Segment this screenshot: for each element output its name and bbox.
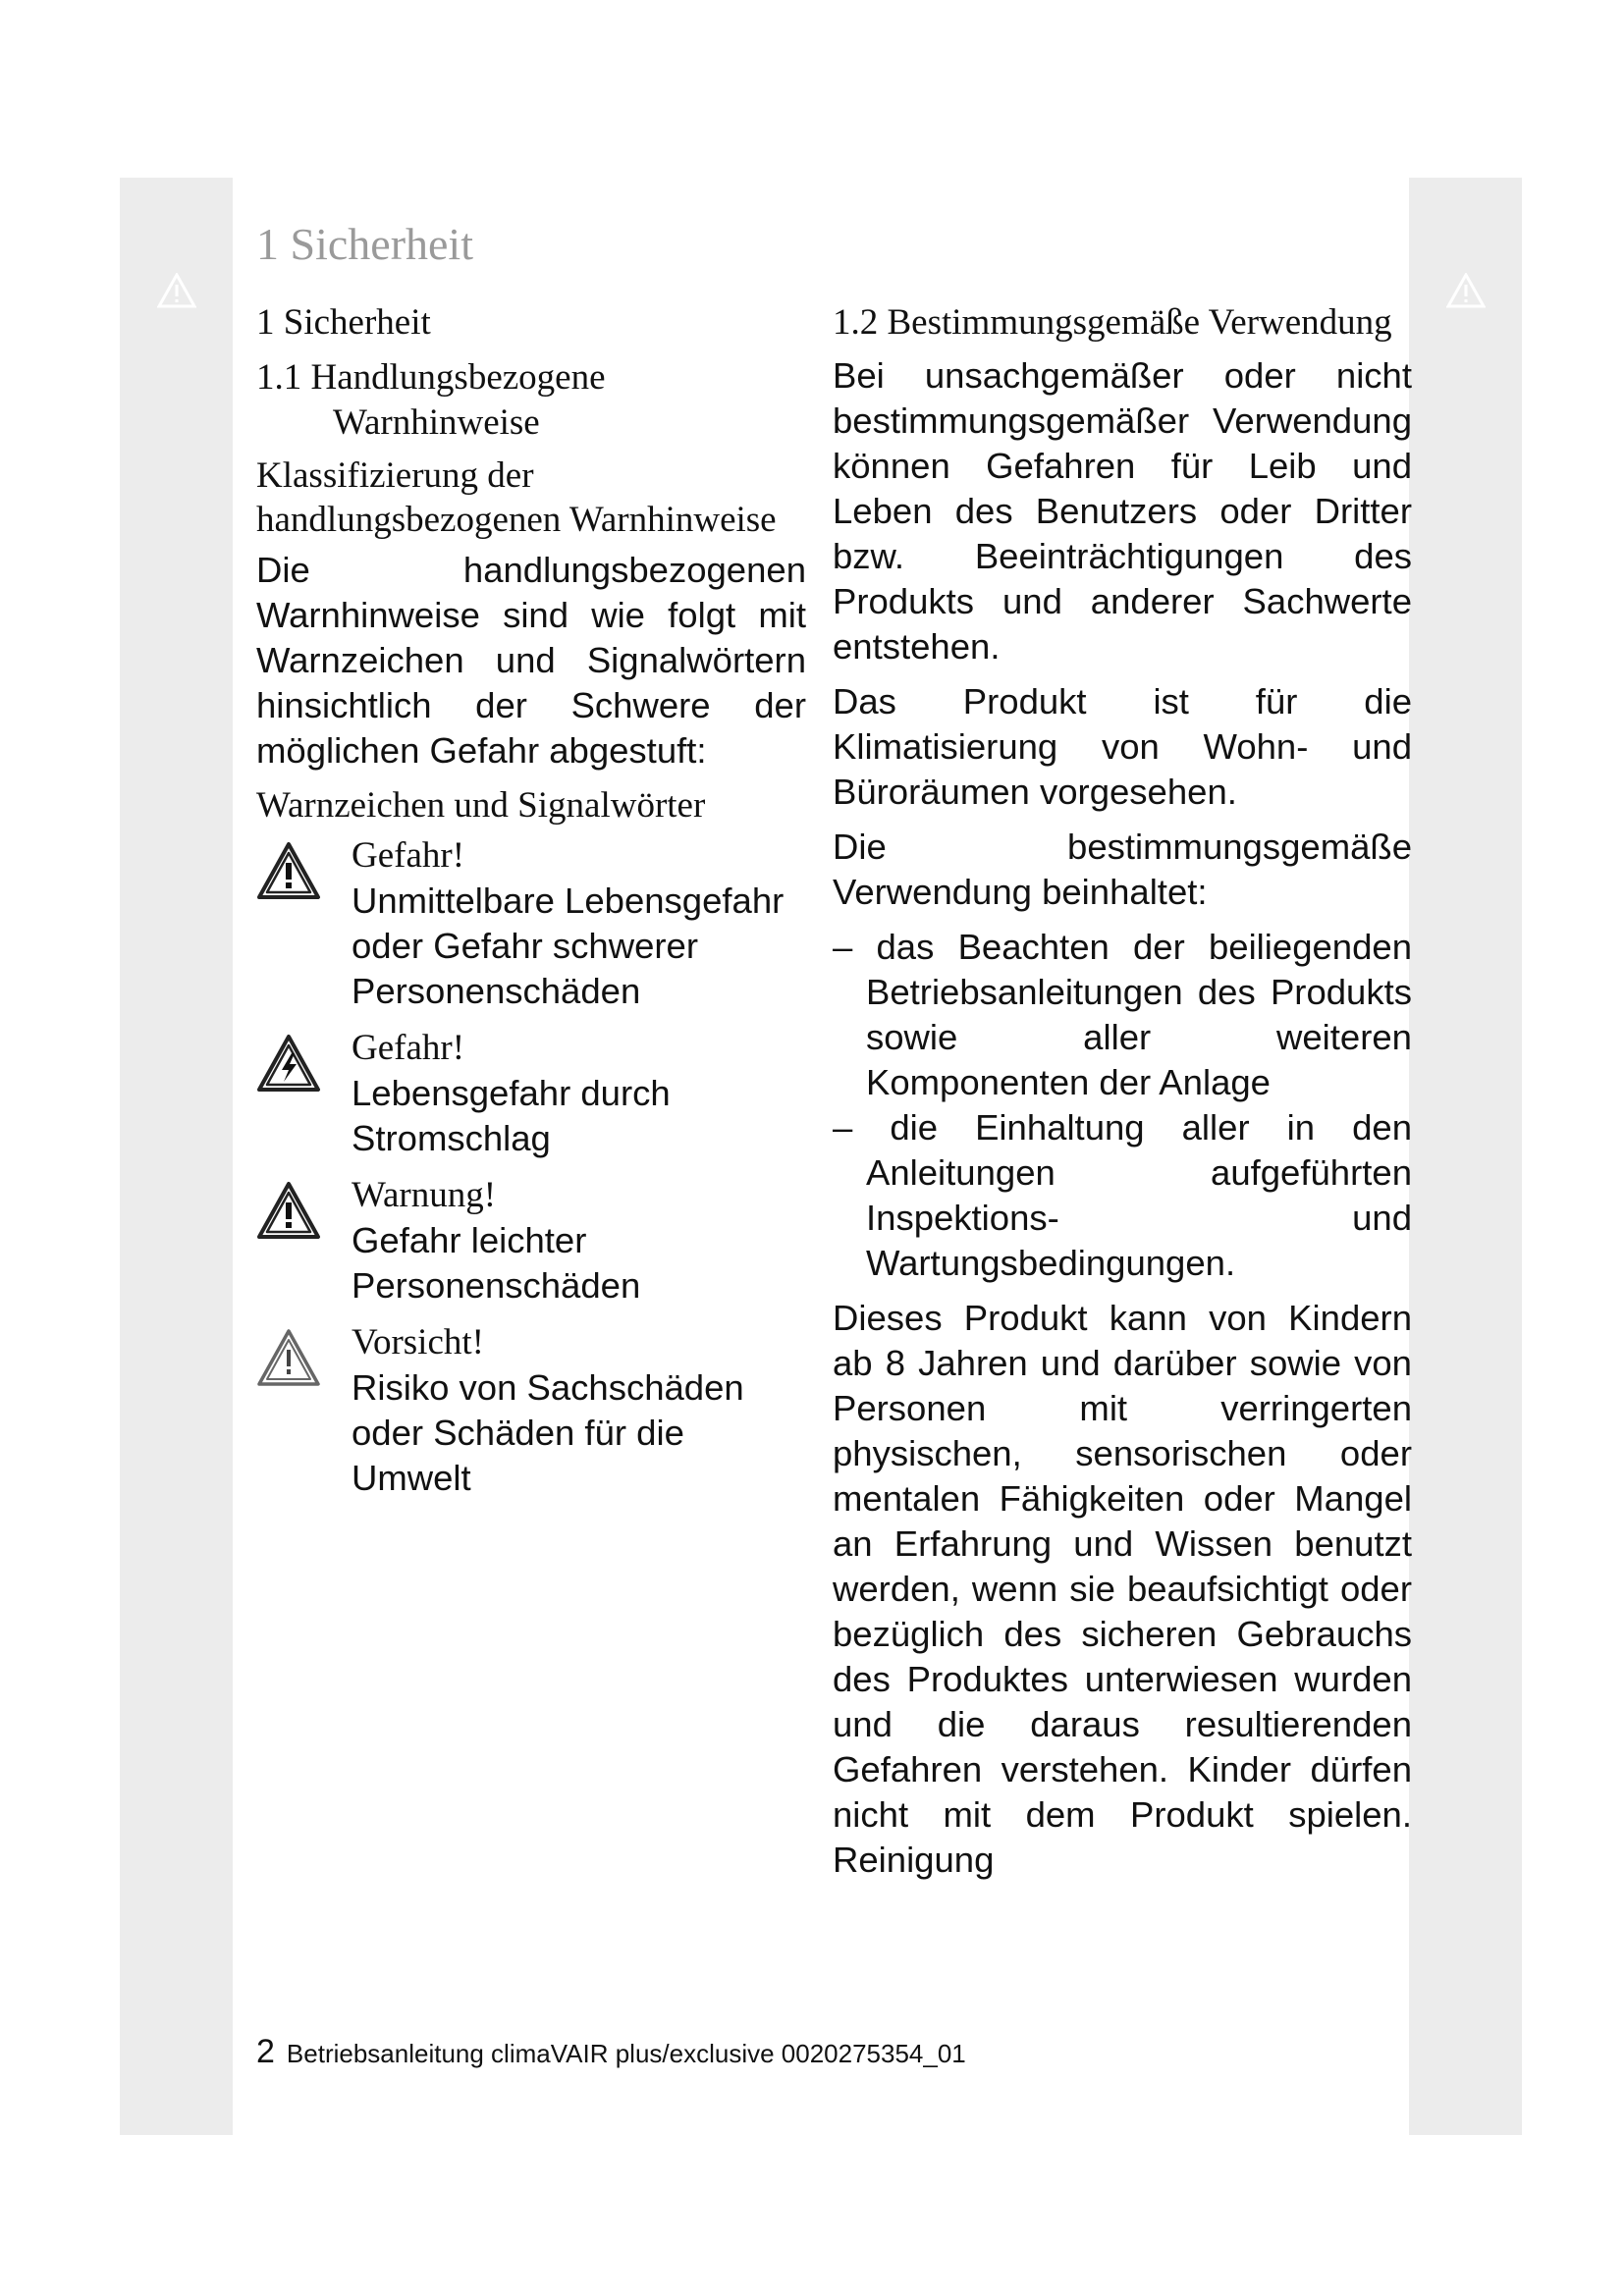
warning-description: Lebensgefahr durch Stromschlag xyxy=(352,1073,671,1158)
warning-signal-word: Warnung! xyxy=(352,1175,497,1215)
left-side-band xyxy=(120,178,233,2135)
document-title: Betriebsanleitung climaVAIR plus/exclusive 0020275354_01 xyxy=(286,2039,966,2068)
right-column xyxy=(833,291,1412,1893)
warning-caution xyxy=(256,1320,806,1501)
classification-heading: Klassifizierung der handlungsbezogenen Warnhinweise xyxy=(256,455,777,540)
paragraph-intended-use-intro: Die bestimmungsgemäße Verwendung beinhaltet: xyxy=(833,827,1412,912)
signals-heading: Warnzeichen und Signalwörter xyxy=(256,785,706,826)
warning-signal-word: Vorsicht! xyxy=(352,1322,484,1362)
section-title-1-2: 1.2 Bestimmungsgemäße Verwendung xyxy=(833,302,1392,343)
warning-warning xyxy=(256,1173,806,1308)
band-warning-icon xyxy=(1446,273,1486,308)
warning-description: Risiko von Sachschäden oder Schäden für die Umwelt xyxy=(352,1367,744,1498)
right-side-band xyxy=(1409,178,1522,2135)
intro-paragraph: Die handlungsbezogenen Warnhinweise sind wie folgt mit Warnzeichen und Signalwörtern hinsichtlich der Schwere der möglichen Gefahr abgestuft: xyxy=(256,550,806,771)
warning-description: Gefahr leichter Personenschäden xyxy=(352,1220,641,1306)
warning-danger xyxy=(256,833,806,1014)
warning-icon xyxy=(256,1181,321,1240)
paragraph-children: Dieses Produkt kann von Kindern ab 8 Jahren und darüber sowie von Personen mit verringerten physischen, sensorischen oder mentalen Fähigkeiten oder Mangel an Erfahrung und Wissen benutzt werden, wenn sie beaufsichtigt oder bezüglich des sicheren Gebrauchs des Produktes unterwiesen wurden und die daraus resultierenden Gefahren verstehen. Kinder dürfen nicht mit dem Produkt spielen. Reinigung xyxy=(833,1298,1412,1880)
paragraph-misuse: Bei unsachgemäßer oder nicht bestimmungsgemäßer Verwendung können Gefahren für Leib und Leben des Benutzers oder Dritter bzw. Beeinträchtigungen des Produkts und anderer Sachwerte entstehen. xyxy=(833,355,1412,667)
caution-icon xyxy=(256,1328,321,1387)
page-footer xyxy=(256,2033,966,2071)
electric-shock-icon xyxy=(256,1034,321,1093)
page-number: 2 xyxy=(256,2033,275,2070)
list-item: – die Einhaltung aller in den Anleitungen aufgeführten Inspektions- und Wartungsbedingungen. xyxy=(833,1107,1412,1283)
intended-use-list xyxy=(833,925,1412,1286)
chapter-title: 1 Sicherheit xyxy=(256,302,431,343)
warning-signal-word: Gefahr! xyxy=(352,835,465,876)
left-column xyxy=(256,291,806,1513)
warning-signal-word: Gefahr! xyxy=(352,1028,465,1068)
warning-electric-shock xyxy=(256,1026,806,1161)
band-warning-icon xyxy=(157,273,196,308)
danger-icon xyxy=(256,841,321,900)
section-title-1-1: 1.1 Handlungsbezogene Warnhinweise xyxy=(256,357,606,443)
list-item: – das Beachten der beiliegenden Betriebsanleitungen des Produkts sowie aller weiteren Komponenten der Anlage xyxy=(833,927,1412,1102)
running-title: 1 Sicherheit xyxy=(256,219,473,269)
paragraph-purpose: Das Produkt ist für die Klimatisierung von Wohn- und Büroräumen vorgesehen. xyxy=(833,681,1412,812)
warning-description: Unmittelbare Lebensgefahr oder Gefahr schwerer Personenschäden xyxy=(352,881,785,1011)
